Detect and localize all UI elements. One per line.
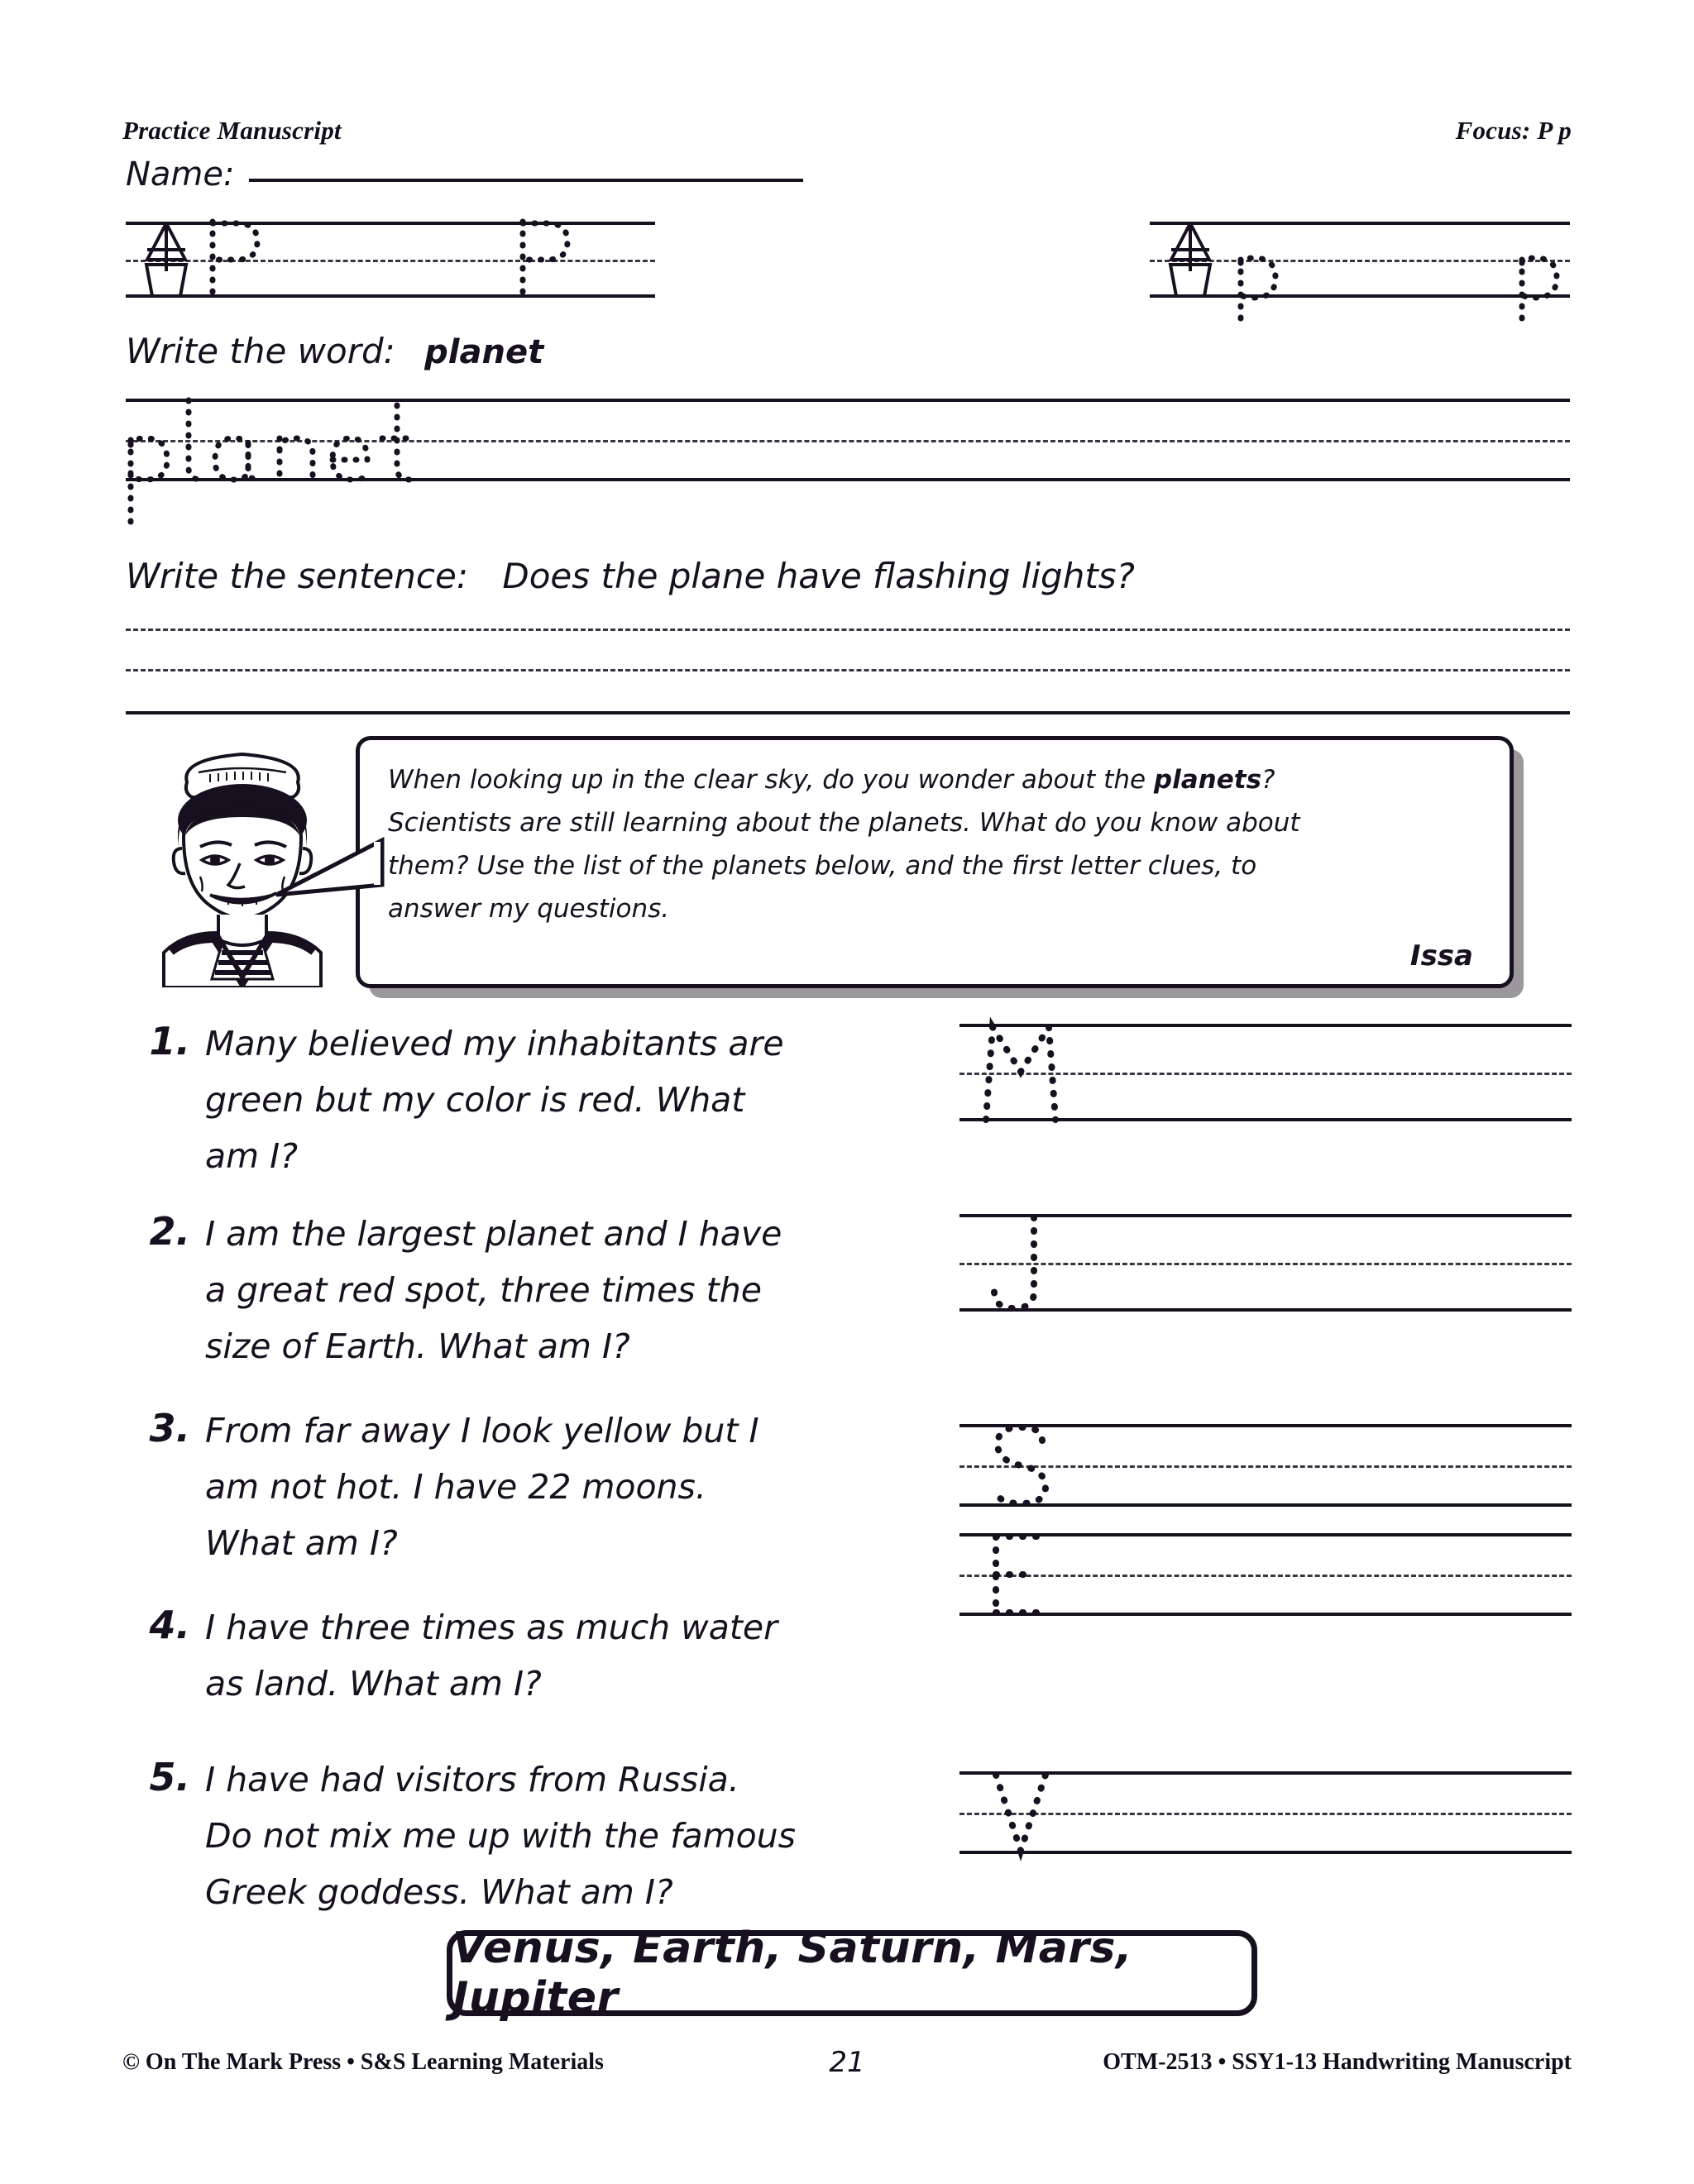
- answer-band-3[interactable]: [959, 1424, 1572, 1507]
- question-5-text: [205, 1752, 925, 1920]
- write-sentence-prompt: [126, 556, 1135, 596]
- answer-band-4[interactable]: [959, 1533, 1572, 1616]
- focus-label: Focus: P p: [1455, 116, 1572, 145]
- trace-letter-lowercase-p-2: [1514, 222, 1580, 298]
- question-5-line-1: I have had visitors from Russia.: [205, 1760, 739, 1799]
- write-sentence-label: Write the sentence:: [126, 556, 469, 596]
- question-1-line-2: green but my color is red. What: [205, 1080, 745, 1120]
- question-4-text: [205, 1599, 925, 1712]
- bubble-line-3: them? Use the list of the planets below, and the first letter clues, to: [388, 851, 1257, 881]
- hint-letter-m: [974, 1024, 1065, 1121]
- question-4-line-2: as land. What am I?: [205, 1664, 542, 1704]
- target-sentence: Does the plane have flashing lights?: [502, 556, 1135, 596]
- speech-bubble-tail: [273, 837, 389, 911]
- question-3-line-2: am not hot. I have 22 moons.: [205, 1467, 706, 1507]
- hint-letter-j: [974, 1214, 1065, 1312]
- bubble-line-1-b: ?: [1261, 765, 1275, 795]
- rocket-start-icon: [1155, 222, 1226, 298]
- speech-bubble: [356, 736, 1514, 988]
- trace-band-uppercase-p[interactable]: [126, 222, 655, 298]
- trace-band-lowercase-p[interactable]: [1150, 222, 1570, 298]
- answer-band-2[interactable]: [959, 1214, 1572, 1312]
- question-5-line-2: Do not mix me up with the famous: [205, 1816, 796, 1856]
- bubble-line-2: Scientists are still learning about the planets. What do you know about: [388, 808, 1300, 838]
- page-footer: [122, 2046, 1572, 2082]
- question-5-line-3: Greek goddess. What am I?: [205, 1872, 673, 1912]
- band-dash-base: [126, 669, 1570, 671]
- question-1-line-3: am I?: [205, 1136, 298, 1176]
- question-2-line-3: size of Earth. What am I?: [205, 1326, 630, 1366]
- sentence-practice-band[interactable]: [126, 628, 1570, 671]
- section-divider: [126, 711, 1570, 714]
- name-label: Name:: [126, 155, 235, 194]
- question-4-number: 4.: [149, 1603, 190, 1647]
- write-word-label: Write the word:: [126, 331, 395, 371]
- speech-bubble-signature: Issa: [1409, 939, 1473, 973]
- trace-letter-lowercase-p-1: [1232, 222, 1299, 298]
- speech-bubble-text: [360, 740, 1510, 930]
- name-row: [126, 155, 803, 194]
- bubble-keyword-planets: planets: [1153, 765, 1262, 795]
- question-1-text: [205, 1016, 925, 1184]
- question-2-line-2: a great red spot, three times the: [205, 1270, 762, 1310]
- answer-band-5[interactable]: [959, 1771, 1572, 1854]
- trace-letter-uppercase-p-1: [204, 222, 279, 298]
- trace-letter-uppercase-p-2: [514, 222, 589, 298]
- target-word: planet: [424, 333, 544, 371]
- question-3-text: [205, 1403, 925, 1571]
- bubble-line-1: [388, 758, 1481, 801]
- footer-copyright: © On The Mark Press • S&S Learning Materials: [122, 2049, 604, 2075]
- question-2-number: 2.: [149, 1209, 190, 1254]
- page-title: Practice Manuscript: [122, 116, 342, 145]
- answer-band-1[interactable]: [959, 1024, 1572, 1121]
- bubble-line-1-a: When looking up in the clear sky, do you wonder about the: [388, 765, 1154, 795]
- band-dash-top: [126, 628, 1570, 631]
- footer-page-number: 21: [829, 2046, 865, 2079]
- question-2-text: [205, 1206, 925, 1374]
- word-bank-box: [447, 1924, 1257, 2023]
- bubble-line-4: answer my questions.: [388, 894, 670, 924]
- hint-letter-v: [974, 1771, 1065, 1854]
- question-1-line-1: Many believed my inhabitants are: [205, 1024, 784, 1063]
- hint-letter-e: [974, 1533, 1065, 1616]
- question-3-line-1: From far away I look yellow but I: [205, 1411, 759, 1450]
- page-header: [122, 116, 1572, 149]
- hint-letter-s: [974, 1424, 1065, 1507]
- word-bank-text: Venus, Earth, Saturn, Mars, Jupiter: [452, 1924, 1133, 2023]
- question-3-line-3: What am I?: [205, 1523, 398, 1563]
- rocket-start-icon: [131, 222, 202, 298]
- question-3-number: 3.: [149, 1406, 190, 1450]
- question-4-line-1: I have three times as much water: [205, 1608, 778, 1647]
- question-1-number: 1.: [149, 1019, 190, 1063]
- write-word-prompt: [126, 331, 543, 371]
- question-2-line-1: I am the largest planet and I have: [205, 1214, 782, 1254]
- question-5-number: 5.: [149, 1755, 190, 1799]
- name-input-line[interactable]: [249, 179, 803, 182]
- word-practice-band[interactable]: [126, 399, 1570, 481]
- footer-product-code: OTM-2513 • SSY1-13 Handwriting Manuscript: [1103, 2049, 1572, 2075]
- trace-word-planet: [116, 399, 471, 481]
